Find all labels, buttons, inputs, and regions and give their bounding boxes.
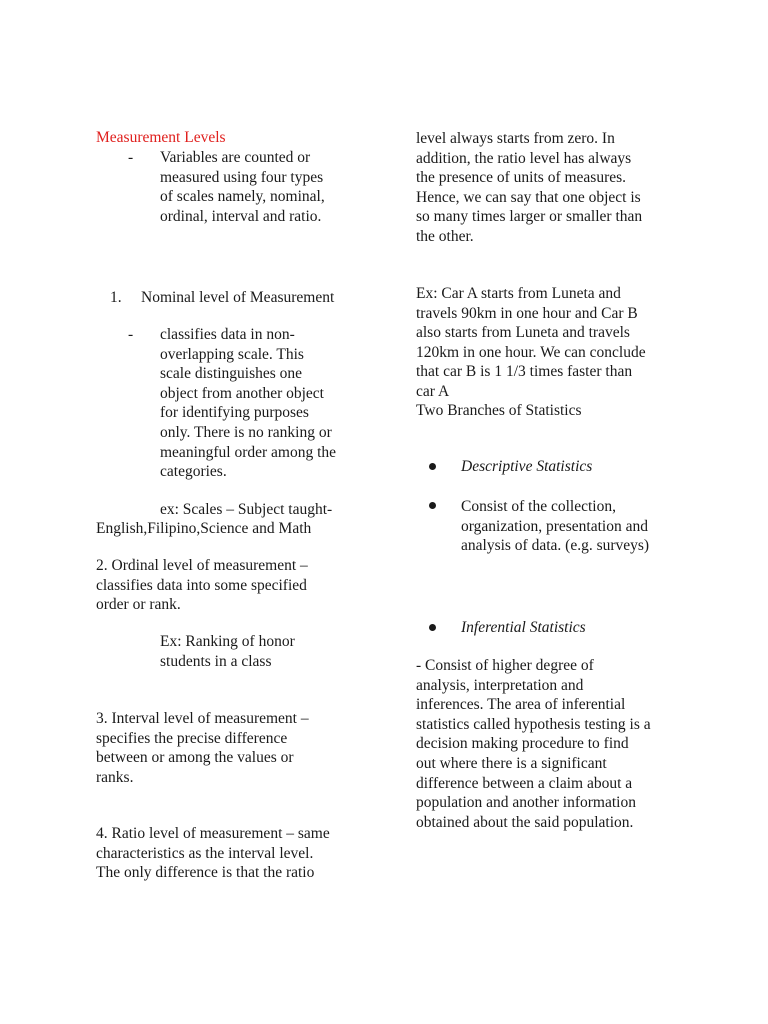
descriptive-paragraph: Consist of the collection, organization, presentation and analysis of data. (e.g. surveys) [461,498,650,555]
inferential-paragraph: - Consist of higher degree of analysis, interpretation and inferences. The area of inferential statistics called hypothesis testing is a decision making procedure to find out where there is a significant difference between a claim about a population and another information obtained about the said population. [416,657,651,831]
descriptive-label: Descriptive Statistics [461,458,593,475]
inferential-label: Inferential Statistics [461,619,586,636]
nominal-paragraph: classifies data in non- overlapping scale. This scale distinguishes one object from another object for identifying purposes only. There is no ranking or meaningful order among the categories. [160,326,337,481]
ordinal-paragraph: 2. Ordinal level of measurement – classifies data into some specified order or rank. [96,557,308,614]
intro-paragraph: Variables are counted or measured using four types of scales namely, nominal, ordinal, interval and ratio. [160,149,325,225]
ratio-paragraph: 4. Ratio level of measurement – same characteristics as the interval level. The only difference is that the ratio [96,825,330,882]
bullet-icon [429,502,436,509]
interval-paragraph: 3. Interval level of measurement – specifies the precise difference between or among the values or ranks. [96,710,309,786]
nominal-example-line-1: ex: Scales – Subject taught- [160,501,333,518]
bullet-icon [429,624,436,631]
branches-title: Two Branches of Statistics [416,402,582,419]
nominal-number: 1. [110,289,122,306]
nominal-title: Nominal level of Measurement [141,289,335,306]
section-heading: Measurement Levels [96,129,226,146]
ordinal-example: Ex: Ranking of honor students in a class [160,633,295,670]
bullet-icon [429,463,436,470]
ratio-example-paragraph: Ex: Car A starts from Luneta and travels 90km in one hour and Car B also starts from Luneta and travels 120km in one hour. We can conclude that car B is 1 1/3 times faster than car A [416,285,646,400]
intro-dash: - [128,149,134,166]
nominal-example-line-2: English,Filipino,Science and Math [96,520,312,537]
nominal-dash: - [128,326,134,343]
ratio-continued-paragraph: level always starts from zero. In addition, the ratio level has always the presence of units of measures. Hence, we can say that one object is so many times larger or smaller than the other. [416,130,643,245]
